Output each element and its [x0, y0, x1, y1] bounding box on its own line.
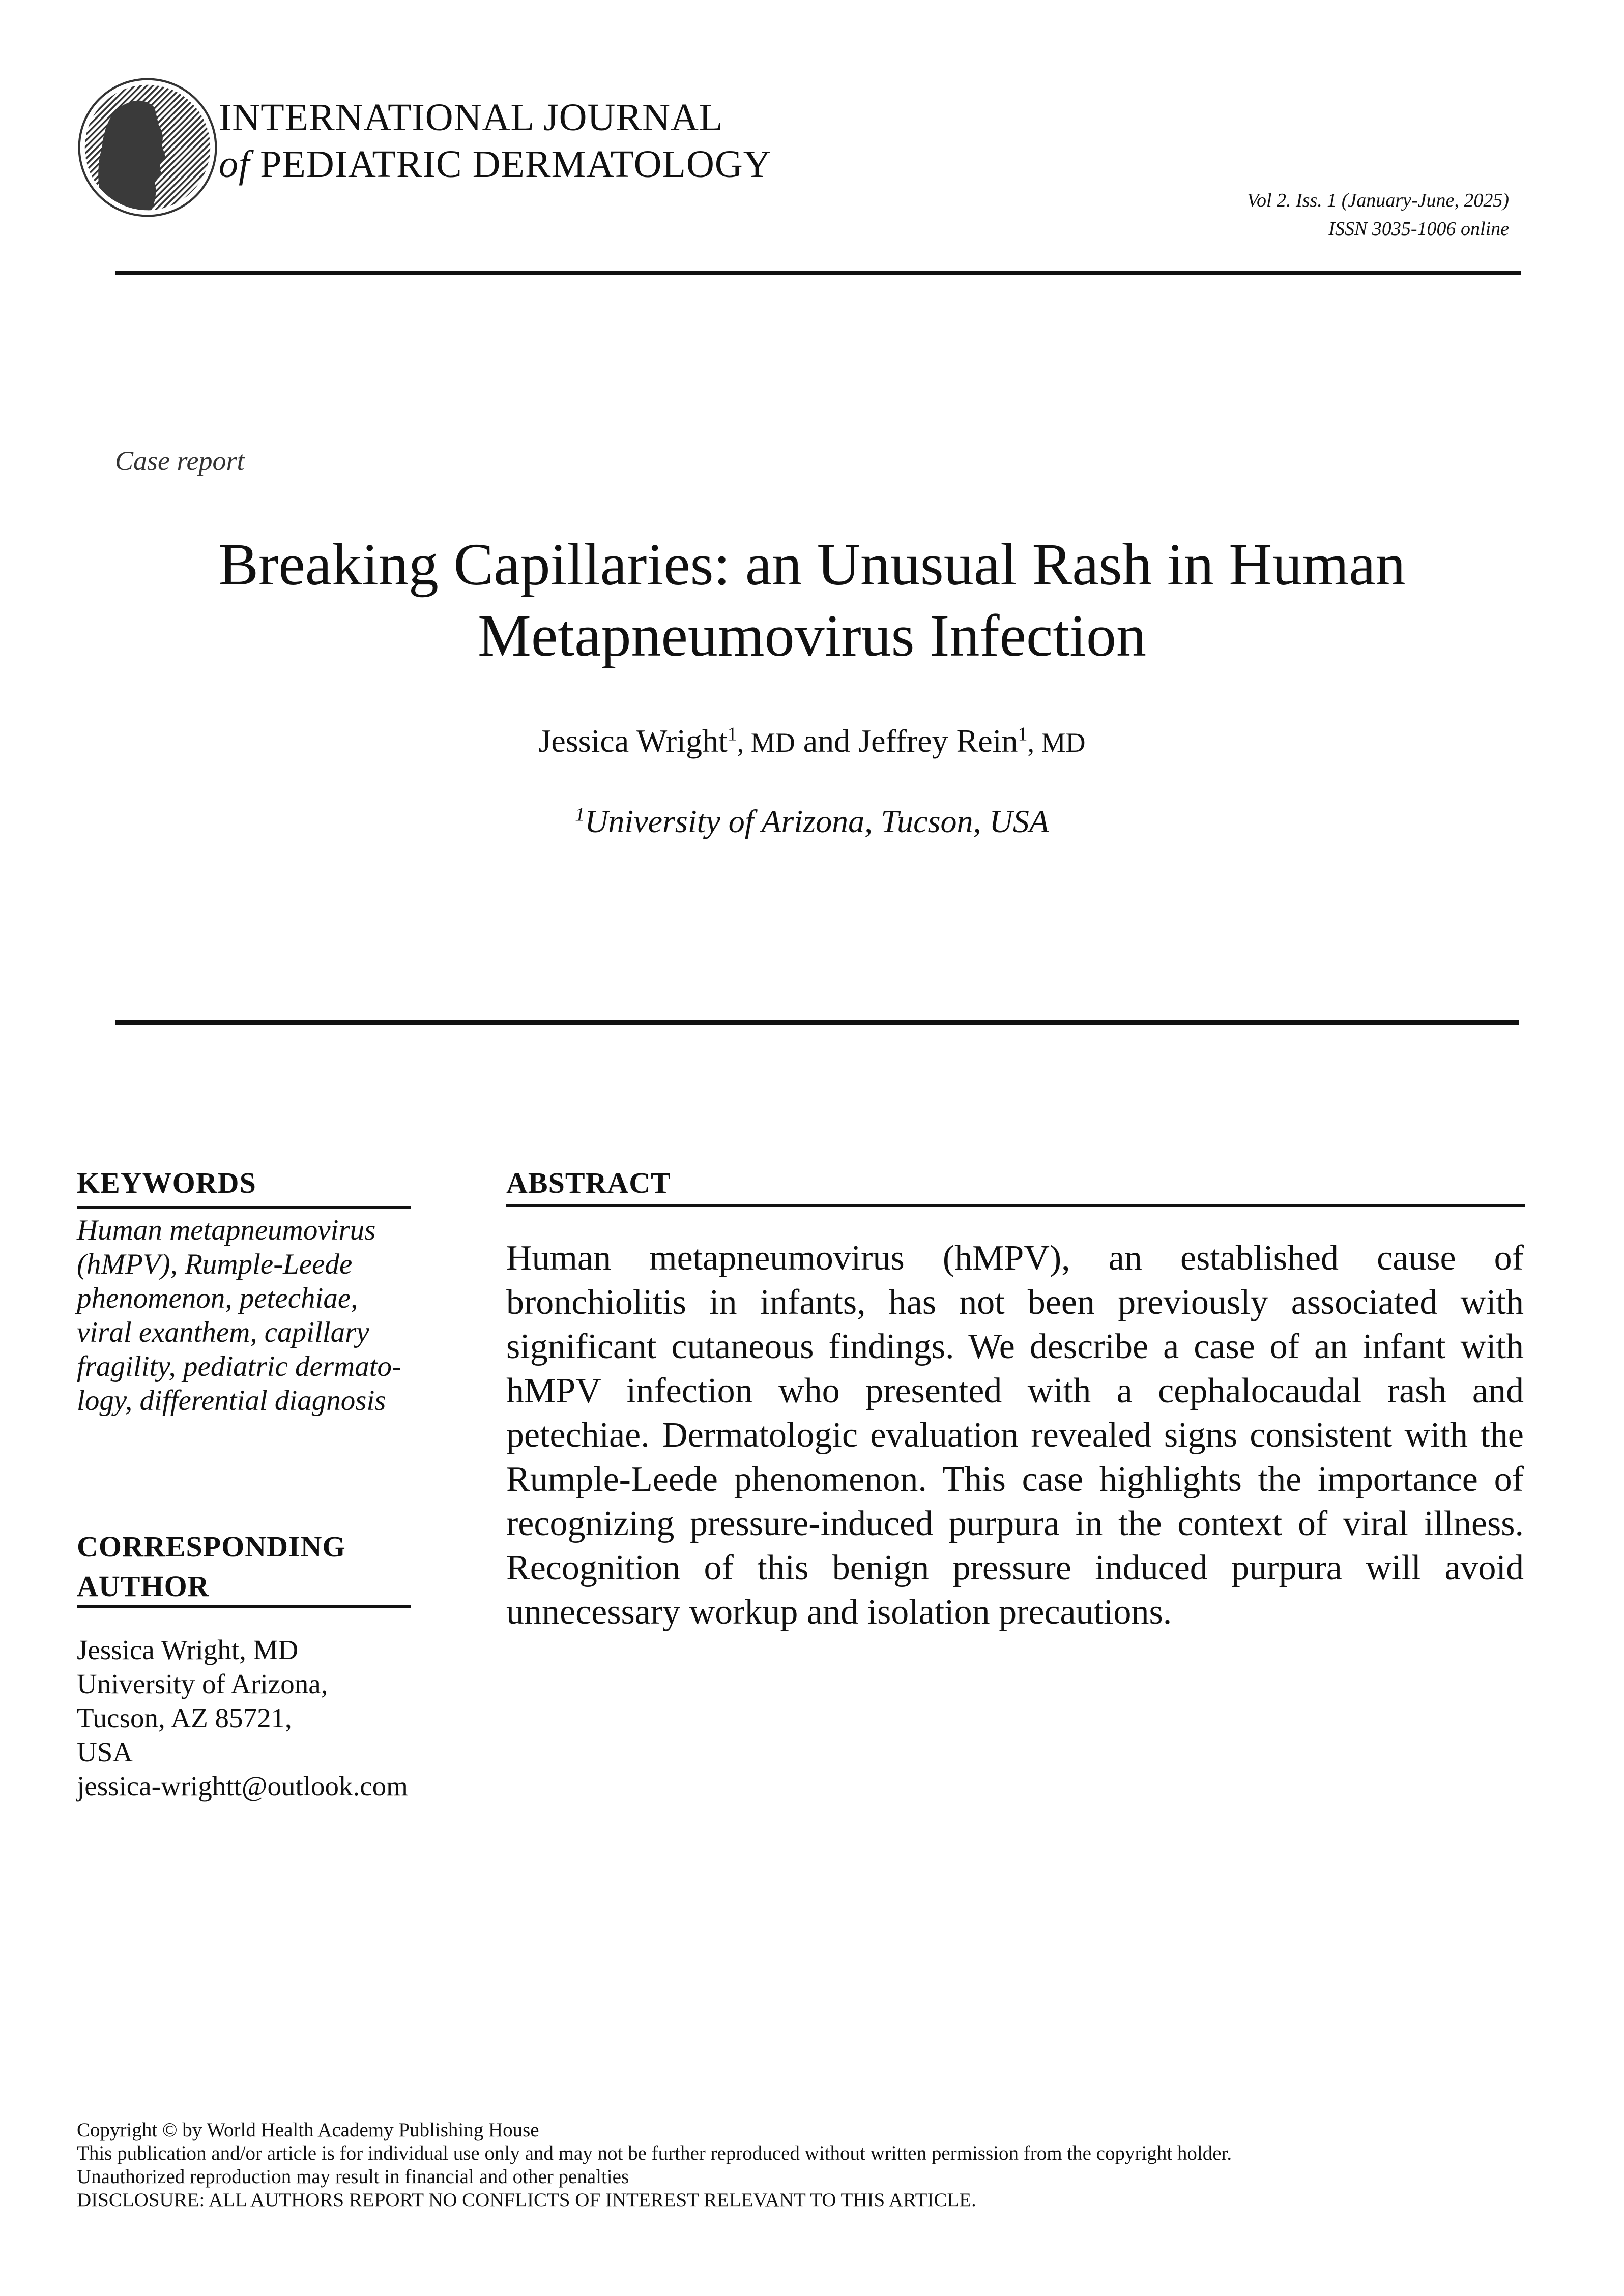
- usage-notice: This publication and/or article is for individual use only and may not be further reproduced without written permission from the copyright holder.: [77, 2142, 1232, 2164]
- footer: [77, 2118, 1232, 2212]
- title-line1: Breaking Capillaries: an Unusual Rash in Human: [218, 531, 1406, 598]
- article-title: [0, 529, 1624, 671]
- author-name: Jessica Wright, MD: [77, 1634, 299, 1665]
- journal-of: of: [219, 143, 250, 186]
- volume-info: Vol 2. Iss. 1 (January-June, 2025): [1246, 190, 1509, 211]
- issn: ISSN 3035-1006 online: [1328, 218, 1509, 240]
- author-country: USA: [77, 1736, 133, 1768]
- corresponding-details: [77, 1633, 413, 1803]
- affiliation-mark: 1: [1018, 723, 1028, 745]
- journal-name-line2: [219, 145, 772, 184]
- author-degree: , MD: [1027, 727, 1086, 758]
- author-institution: University of Arizona,: [77, 1668, 328, 1699]
- keywords-list: [77, 1213, 413, 1418]
- affiliation-mark: 1: [575, 804, 585, 826]
- abstract-heading: ABSTRACT: [506, 1166, 671, 1199]
- title-line2: Metapneumovirus Infection: [477, 602, 1147, 669]
- affiliation: [0, 803, 1624, 840]
- article-type: Case report: [115, 446, 245, 476]
- heading-line: AUTHOR: [77, 1570, 210, 1603]
- title-rule: [115, 1020, 1519, 1025]
- keyword-line: logy, differential diagnosis: [77, 1385, 386, 1417]
- author-name: Jessica Wright: [538, 723, 728, 759]
- keywords-rule: [77, 1206, 411, 1209]
- keyword-line: (hMPV), Rumple-Leede: [77, 1248, 353, 1280]
- keyword-line: phenomenon, petechiae,: [77, 1282, 358, 1314]
- journal-name-line1: INTERNATIONAL JOURNAL: [219, 96, 723, 139]
- journal-logo: [76, 76, 219, 219]
- disclosure: DISCLOSURE: ALL AUTHORS REPORT NO CONFLICTS OF INTEREST RELEVANT TO THIS ARTICLE.: [77, 2189, 976, 2211]
- keyword-line: Human metapneumovirus: [77, 1214, 376, 1246]
- author-email[interactable]: jessica-wrightt@outlook.com: [77, 1771, 408, 1802]
- author-name: Jeffrey Rein: [858, 723, 1018, 759]
- author-degree: , MD: [737, 727, 795, 758]
- keyword-line: viral exanthem, capillary: [77, 1316, 369, 1348]
- corresponding-rule: [77, 1605, 411, 1608]
- journal-subtitle: PEDIATRIC DERMATOLOGY: [260, 143, 772, 186]
- affiliation-text: University of Arizona, Tucson, USA: [585, 803, 1049, 839]
- abstract-text: Human metapneumovirus (hMPV), an established cause of bronchiolitis in infants, has not been previously associated with significant cutaneous findings. We describe a case of an infant with hMPV infection who presented with a cephalocaudal rash and petechiae. Dermatologic evaluation revealed signs consistent with the Rumple-Leede phenomenon. This case highlights the importance of recognizing pressure-induced purpura in the context of viral illness. Recognition of this benign pressure induced purpura will avoid unnecessary workup and isolation precautions.: [506, 1239, 1524, 1632]
- header-rule: [115, 271, 1521, 275]
- abstract-rule: [506, 1204, 1525, 1207]
- corresponding-heading: [77, 1527, 413, 1606]
- author-conjunction: and: [795, 723, 859, 759]
- heading-line: CORRESPONDING: [77, 1530, 346, 1563]
- author-address: Tucson, AZ 85721,: [77, 1702, 292, 1733]
- authors: [0, 722, 1624, 760]
- keywords-heading: KEYWORDS: [77, 1166, 256, 1199]
- affiliation-mark: 1: [727, 723, 737, 745]
- keyword-line: fragility, pediatric dermato-: [77, 1350, 402, 1382]
- reproduction-notice: Unauthorized reproduction may result in financial and other penalties: [77, 2166, 629, 2188]
- copyright: Copyright © by World Health Academy Publishing House: [77, 2119, 539, 2141]
